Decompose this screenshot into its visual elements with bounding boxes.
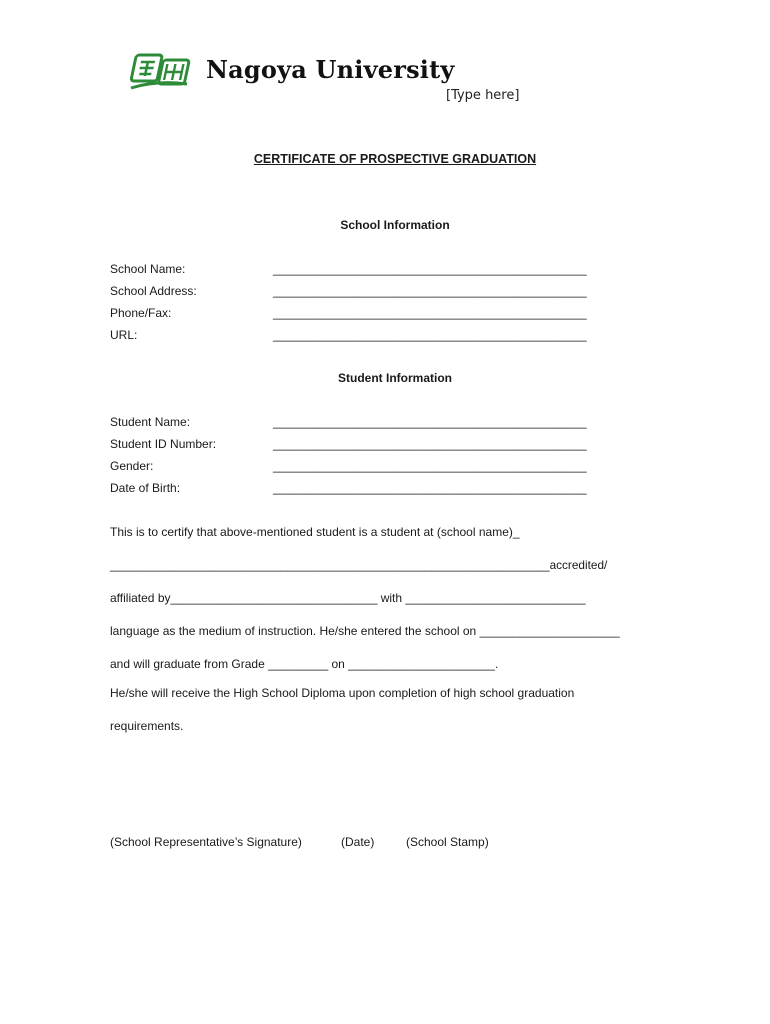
school-address-label: School Address: (110, 284, 197, 298)
certification-line-7: requirements. (110, 719, 184, 733)
student-info-heading: Student Information (338, 371, 452, 385)
type-here-placeholder[interactable]: [Type here] (446, 88, 520, 103)
date-of-birth-field[interactable]: _______________________________________________ (273, 481, 587, 495)
gender-field[interactable]: _______________________________________________ (273, 459, 587, 473)
school-name-label: School Name: (110, 262, 186, 276)
student-id-field[interactable]: _______________________________________________ (273, 437, 587, 451)
certification-line-2[interactable]: ___________________________________________________________________accredited/ (110, 558, 608, 572)
signature-label: (School Representative’s Signature) (110, 835, 302, 849)
student-name-field[interactable]: _______________________________________________ (273, 415, 587, 429)
school-stamp-label: (School Stamp) (406, 835, 489, 849)
certification-line-4[interactable]: language as the medium of instruction. He/she entered the school on _____________________ (110, 624, 620, 638)
date-of-birth-label: Date of Birth: (110, 481, 181, 495)
student-id-label: Student ID Number: (110, 437, 217, 451)
url-field[interactable]: _______________________________________________ (273, 328, 587, 342)
student-name-label: Student Name: (110, 415, 191, 429)
school-address-field[interactable]: _______________________________________________ (273, 284, 587, 298)
school-name-field[interactable]: _______________________________________________ (273, 262, 587, 276)
school-info-heading: School Information (340, 218, 450, 232)
certification-line-5[interactable]: and will graduate from Grade _________ on ______________________. (110, 657, 499, 671)
nagoya-university-logo (127, 52, 191, 94)
certification-line-6: He/she will receive the High School Diploma upon completion of high school graduation (110, 686, 575, 700)
gender-label: Gender: (110, 459, 154, 473)
url-label: URL: (110, 328, 138, 342)
phone-fax-label: Phone/Fax: (110, 306, 172, 320)
certification-line-1: This is to certify that above-mentioned student is a student at (school name)_ (110, 525, 520, 539)
university-name: Nagoya University (206, 55, 455, 84)
document-title: CERTIFICATE OF PROSPECTIVE GRADUATION (253, 152, 537, 166)
certification-line-3[interactable]: affiliated by_______________________________ with ___________________________ (110, 591, 586, 605)
phone-fax-field[interactable]: _______________________________________________ (273, 306, 587, 320)
date-label: (Date) (341, 835, 375, 849)
